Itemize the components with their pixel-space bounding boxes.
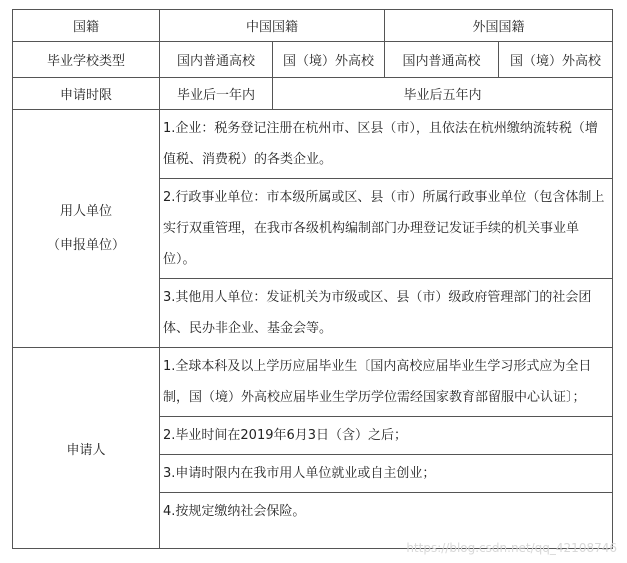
nationality-label: 国籍	[13, 10, 160, 42]
deadline-label: 申请时限	[13, 78, 160, 110]
employer-item: 2.行政事业单位：市本级所属或区、县（市）所属行政事业单位（包含体制上实行双重管理，在我市各级机构编制部门办理登记发证手续的机关事业单位）。	[160, 178, 612, 278]
applicant-item: 2.毕业时间在2019年6月3日（含）之后；	[160, 416, 612, 454]
applicant-item: 3.申请时限内在我市用人单位就业或自主创业；	[160, 454, 612, 492]
school-type-cell: 国内普通高校	[385, 42, 499, 78]
watermark-text: https://blog.csdn.net/qq_42108746	[406, 541, 617, 555]
deadline-five-years: 毕业后五年内	[273, 78, 613, 110]
school-type-cell: 国内普通高校	[160, 42, 273, 78]
employer-items-cell	[160, 110, 613, 348]
employer-row	[13, 110, 613, 348]
deadline-row	[13, 78, 613, 110]
applicant-label: 申请人	[13, 348, 160, 549]
applicant-items-cell	[160, 348, 613, 549]
employer-label-cell	[13, 110, 160, 348]
applicant-item: 1.全球本科及以上学历应届毕业生〔国内高校应届毕业生学习形式应为全日制，国（境）外高校应届毕业生学历学位需经国家教育部留服中心认证〕；	[163, 359, 592, 405]
school-type-label: 毕业学校类型	[13, 42, 160, 78]
policy-table	[12, 9, 613, 549]
applicant-item: 4.按规定缴纳社会保险。	[160, 492, 612, 530]
employer-item: 1.企业：税务登记注册在杭州市、区县（市），且依法在杭州缴纳流转税（增值税、消费税）的各类企业。	[163, 121, 598, 167]
school-type-cell: 国（境）外高校	[273, 42, 385, 78]
applicant-row	[13, 348, 613, 549]
china-nationality-header: 中国国籍	[160, 10, 385, 42]
header-row	[13, 10, 613, 42]
school-type-row	[13, 42, 613, 78]
foreign-nationality-header: 外国国籍	[385, 10, 613, 42]
deadline-one-year: 毕业后一年内	[160, 78, 273, 110]
employer-item: 3.其他用人单位：发证机关为市级或区、县（市）级政府管理部门的社会团体、民办非企业、基金会等。	[160, 278, 612, 347]
employer-label-sub: （申报单位）	[46, 237, 125, 253]
employer-label: 用人单位	[59, 203, 112, 219]
school-type-cell: 国（境）外高校	[499, 42, 613, 78]
